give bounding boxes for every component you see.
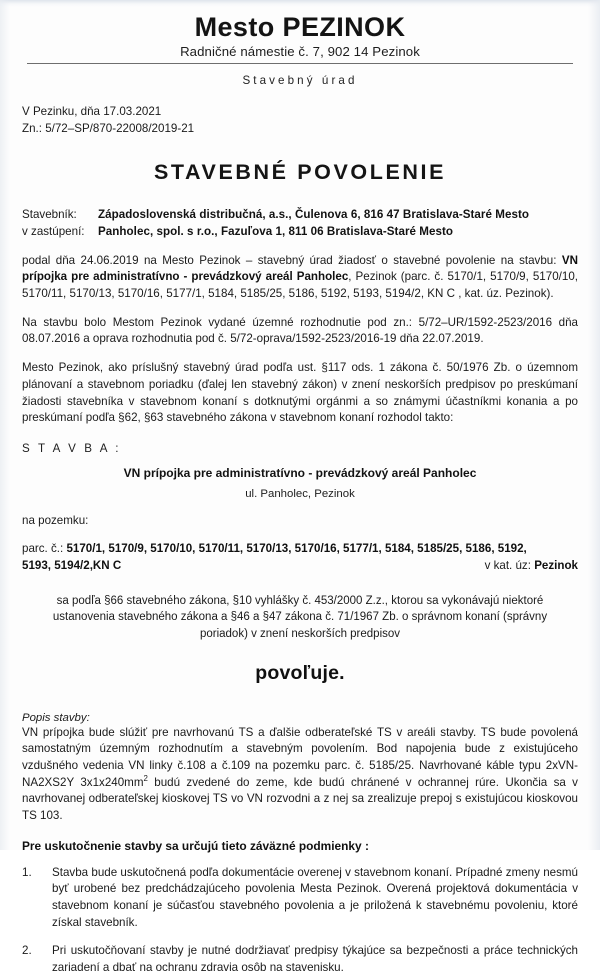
builder-row	[22, 207, 578, 224]
builder-value: Západoslovenská distribučná, a.s., Čulenova 6, 816 47 Bratislava-Staré Mesto	[98, 208, 530, 222]
page-title: STAVEBNÉ POVOLENIE	[153, 160, 447, 185]
reference-number: Zn.: 5/72–SP/870-22008/2019-21	[22, 121, 195, 135]
construction-street: ul. Panholec, Pezinok	[245, 487, 355, 500]
parties-block	[22, 207, 578, 241]
parcel-prefix: parc. č.:	[22, 541, 67, 555]
scan-artifact-left-edge	[0, 0, 10, 850]
representative-row	[22, 224, 578, 241]
cadastre-label: v kat. úz:	[484, 558, 535, 572]
scan-artifact-right-edge	[588, 0, 600, 850]
parcel-line-second	[22, 558, 578, 575]
authority-paragraph: Mesto Pezinok, ako príslušný stavebný úrad podľa ust. §117 ods. 1 zákona č. 50/1976 Zb. o územnom plánovaní a stavebnom poriadku (ďalej len stavebný zákon) v znení neskorších predpisov po preskúmaní žiadosti stavebníka v stavebnom konaní s dotknutými orgánmi a so známymi účastníkmi konania a po preskúmaní podľa §62, §63 stavebného zákona v stavebnom konaní rozhodol takto:	[22, 361, 578, 425]
cadastre-area	[485, 558, 578, 575]
letterhead	[22, 0, 578, 87]
legal-basis-paragraph: sa podľa §66 stavebného zákona, §10 vyhlášky č. 453/2000 Z.z., ktorou sa vykonávajú niektoré ustanovenia stavebného zákona a §46 a §47 zákona č. 71/1967 Zb. o správnom konaní (správny poriadok) v znení neskorších predpisov	[52, 594, 548, 640]
description-text-part1: VN prípojka bude slúžiť pre navrhovanú TS a ďalšie odberateľské TS v areáli stavby. TS bude povolená samostatným územným rozhodnutím a stavebným povolením. Bod napojenia bude z existujúceho vzdušného vedenia VN linky č.108 a č.109 na pozemku parc. č. 5185/25. Navrhované káble typu 2xVN-NA2XS2Y 3x1x240mm	[22, 725, 578, 789]
parcel-line-first	[22, 541, 578, 558]
city-address: Radničné námestie č. 7, 902 14 Pezinok	[180, 44, 420, 60]
construction-label: S T A V B A :	[22, 441, 122, 455]
prior-decision-paragraph: Na stavbu bolo Mestom Pezinok vydané územné rozhodnutie pod zn.: 5/72–UR/1592-2523/2016 dňa 08.07.2016 a oprava rozhodnutia pod č. 5/72-oprava/1592-2523/2016-19 dňa 22.07.2019.	[22, 315, 578, 346]
application-project-name: VN prípojka pre administratívno - prevádzkový areál Panholec	[22, 253, 578, 284]
parcel-block	[22, 541, 578, 575]
condition-number: 1.	[22, 865, 32, 879]
parcel-numbers-line2: 5193, 5194/2,KN C	[22, 558, 122, 572]
on-land-label: na pozemku:	[22, 513, 89, 527]
document-meta	[22, 104, 578, 137]
place-and-date: V Pezinku, dňa 17.03.2021	[22, 105, 162, 119]
conditions-list	[22, 865, 578, 977]
description-paragraph	[22, 725, 578, 825]
representative-value: Panholec, spol. s r.o., Fazuľova 1, 811 06 Bratislava-Staré Mesto	[98, 224, 454, 238]
list-item	[22, 943, 578, 976]
description-superscript: 2	[143, 773, 148, 783]
representative-label: v zastúpení:	[22, 224, 85, 238]
condition-number: 2.	[22, 944, 32, 958]
letterhead-divider	[27, 63, 573, 64]
description-label: Popis stavby:	[22, 711, 90, 724]
builder-label: Stavebník:	[22, 208, 77, 222]
city-title: Mesto PEZINOK	[194, 12, 406, 42]
condition-text: Stavba bude uskutočnená podľa dokumentácie overenej v stavebnom konaní. Prípadné zmeny nesmú byť urobené bez predchádzajúceho povolenia Mesta Pezinok. Overená projektová dokumentácia v stavebnom konaní je súčasťou stavebného povolenia a je priložená k stavebnému povoleniu, ktoré získal stavebník.	[52, 865, 578, 929]
office-name: Stavebný úrad	[242, 74, 358, 88]
list-item	[22, 865, 578, 932]
construction-name: VN prípojka pre administratívno - prevádzkový areál Panholec	[123, 465, 477, 480]
conditions-heading: Pre uskutočnenie stavby sa určujú tieto záväzné podmienky :	[22, 838, 369, 853]
grant-statement: povoľuje.	[255, 661, 345, 684]
description-text-part2: budú zvedené do zeme, kde budú chránené v ochrannej rúre. Ukončia sa v navrhovanej odberateľskej kioskovej TS vo VN rozvodni a z nej sa zrealizuje prepoj s existujúcou kioskovou TS 103.	[22, 775, 578, 822]
application-suffix: , Pezinok (parc. č. 5170/1, 5170/9, 5170/10, 5170/11, 5170/13, 5170/16, 5177/1, 5184, 5185/25, 5186, 5192, 5193, 5194/2, KN C , kat. úz. Pezinok).	[22, 270, 578, 301]
condition-text: Pri uskutočňovaní stavby je nutné dodržiavať predpisy týkajúce sa bezpečnosti a práce technických zariadení a dbať na ochranu zdravia osôb na stavenisku.	[52, 944, 578, 975]
application-paragraph	[22, 253, 578, 303]
cadastre-value: Pezinok	[534, 558, 578, 572]
application-prefix: podal dňa 24.06.2019 na Mesto Pezinok – stavebný úrad žiadosť o stavebné povolenie na stavbu:	[22, 253, 562, 267]
parcel-numbers-line1: 5170/1, 5170/9, 5170/10, 5170/11, 5170/13, 5170/16, 5177/1, 5184, 5185/25, 5186, 5192,	[66, 541, 527, 555]
